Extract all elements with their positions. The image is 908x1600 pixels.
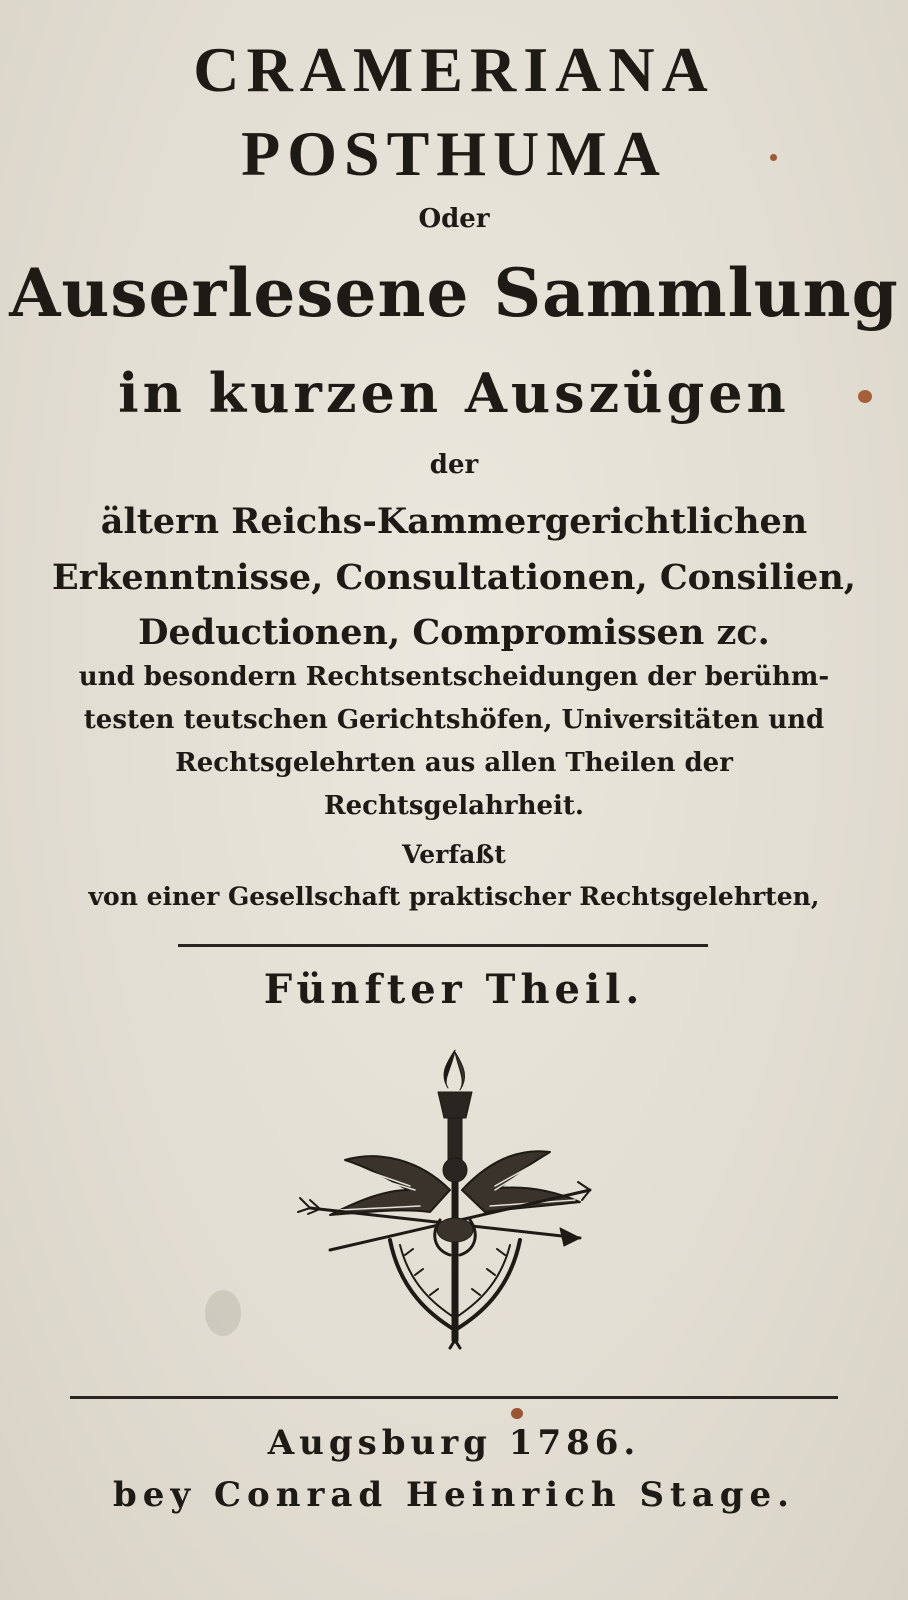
der-label: der (429, 450, 479, 480)
body-line-3: Deductionen, Compromissen zc. (138, 612, 770, 653)
oder-label: Oder (418, 204, 490, 234)
subtitle-line-1: Auserlesene Sammlung (9, 254, 899, 332)
verfasst-label: Verfaßt (402, 840, 506, 869)
divider-top (178, 944, 708, 947)
place-year: Augsburg 1786. (267, 1423, 641, 1463)
printers-device (290, 1040, 620, 1350)
torch-birds-arrows-vignette-icon (290, 1040, 620, 1350)
subtitle-line-2: in kurzen Auszügen (118, 361, 790, 425)
title-line-1: CRAMERIANA (193, 34, 715, 105)
body-line-2: Erkenntnisse, Consultationen, Consilien, (52, 557, 856, 598)
divider-bottom (70, 1396, 838, 1399)
body-line-5: testen teutschen Gerichtshöfen, Universitäten und (83, 705, 825, 735)
foxing-spot (511, 1408, 523, 1419)
title-line-2: POSTHUMA (241, 118, 667, 189)
publisher-line: bey Conrad Heinrich Stage. (112, 1475, 796, 1515)
body-line-7: Rechtsgelahrheit. (324, 791, 584, 821)
body-line-6: Rechtsgelehrten aus allen Theilen der (175, 748, 733, 778)
body-line-4: und besondern Rechtsentscheidungen der berühm- (78, 662, 830, 692)
foxing-spot (205, 1290, 241, 1336)
volume-label: Fünfter Theil. (263, 966, 645, 1013)
body-line-1: ältern Reichs-Kammergerichtlichen (100, 501, 808, 542)
author-line: von einer Gesellschaft praktischer Rechtsgelehrten, (88, 882, 820, 911)
